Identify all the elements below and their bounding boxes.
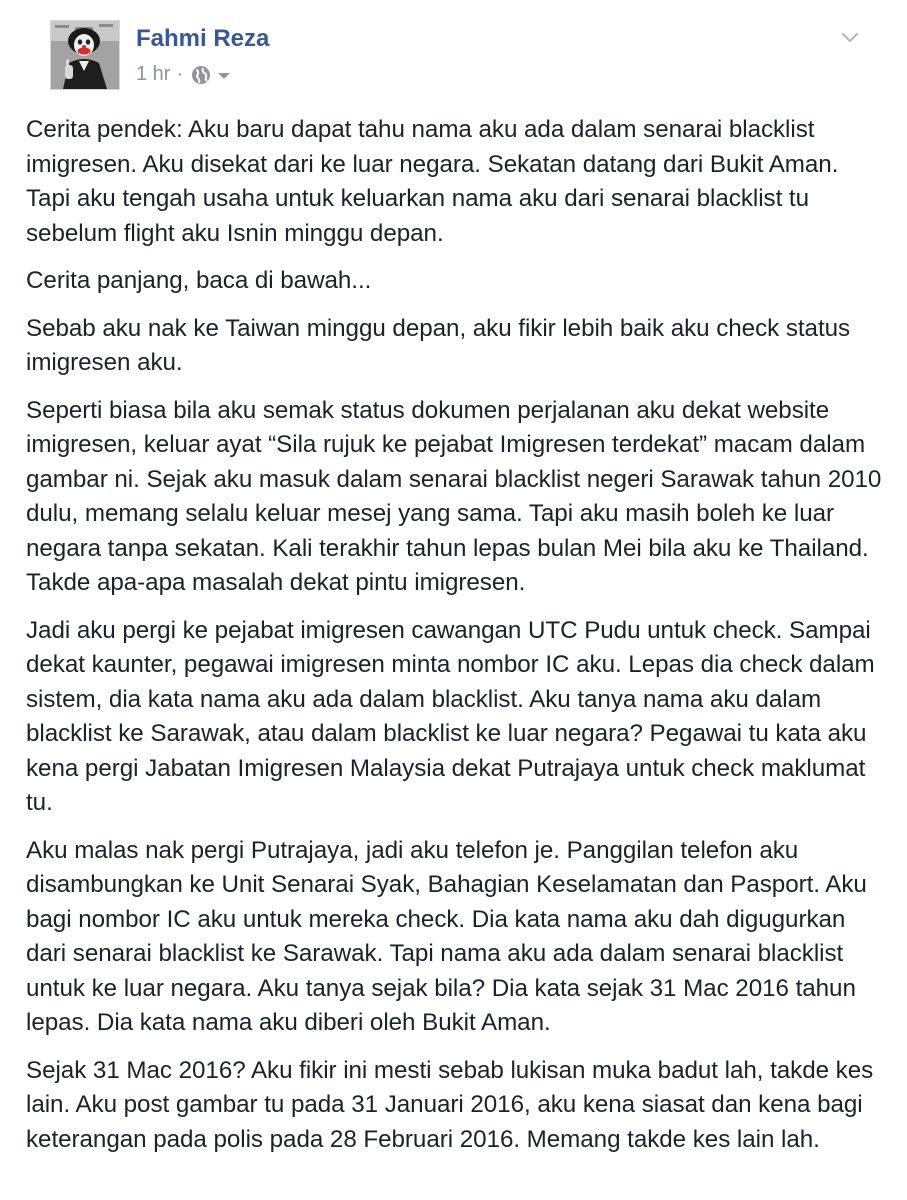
author-name-link[interactable]: Fahmi Reza xyxy=(136,25,270,52)
avatar-image xyxy=(51,21,119,89)
post-paragraph: Aku malas nak pergi Putrajaya, jadi aku telefon je. Panggilan telefon aku disambungkan ke Unit Senarai Syak, Bahagian Keselamatan dan Pasport. Aku bagi nombor IC aku untuk mereka check. Dia kata nama aku dah digugurkan dari senarai blacklist ke Sarawak. Tapi nama aku ada dalam senarai blacklist untuk ke luar negara. Aku tanya sejak bila? Dia kata sejak 31 Mac 2016 tahun lepas. Dia kata nama aku diberi oleh Bukit Aman. xyxy=(26,836,867,1036)
post-paragraph: Jadi aku pergi ke pejabat imigresen cawangan UTC Pudu untuk check. Sampai dekat kaunter, pegawai imigresen minta nombor IC aku. Lepas dia check dalam sistem, dia kata nama aku ada dalam blacklist. Aku tanya nama aku dalam blacklist ke Sarawak, atau dalam blacklist ke luar negara? Pegawai tu kata aku kena pergi Jabatan Imigresen Malaysia dekat Putrajaya untuk check maklumat tu. xyxy=(26,616,875,816)
globe-icon xyxy=(191,65,211,85)
post-paragraph: Seperti biasa bila aku semak status dokumen perjalanan aku dekat website imigresen, keluar ayat “Sila rujuk ke pejabat Imigresen terdekat” macam dalam gambar ni. Sejak aku masuk dalam senarai blacklist negeri Sarawak tahun 2010 dulu, memang selalu keluar mesej yang sama. Tapi aku masih boleh ke luar negara tanpa sekatan. Kali terakhir tahun lepas bulan Mei bila aku ke Thailand. Takde apa-apa masalah dekat pintu imigresen. xyxy=(26,396,882,596)
post-timestamp[interactable]: 1 hr xyxy=(136,63,171,85)
avatar[interactable] xyxy=(50,20,120,90)
post-body xyxy=(26,113,886,1170)
post-header xyxy=(26,0,881,110)
caret-down-icon[interactable] xyxy=(215,65,233,85)
meta-separator: · xyxy=(176,63,184,85)
post-paragraph: Cerita pendek: Aku baru dapat tahu nama aku ada dalam senarai blacklist imigresen. Aku disekat dari ke luar negara. Sekatan datang dari Bukit Aman. Tapi aku tengah usaha untuk keluarkan nama aku dari senarai blacklist tu sebelum flight aku Isnin minggu depan. xyxy=(26,116,839,247)
post-meta xyxy=(136,63,233,86)
chevron-down-icon[interactable] xyxy=(839,26,861,48)
post-paragraph: Sebab aku nak ke Taiwan minggu depan, aku fikir lebih baik aku check status imigresen aku. xyxy=(26,314,851,376)
post-paragraph: Sejak 31 Mac 2016? Aku fikir ini mesti sebab lukisan muka badut lah, takde kes lain. Aku post gambar tu pada 31 Januari 2016, aku kena siasat dan kena bagi keterangan pada polis pada 28 Februari 2016. Memang takde kes lain lah. xyxy=(26,1056,874,1153)
post-paragraph: Cerita panjang, baca di bawah... xyxy=(26,267,372,294)
